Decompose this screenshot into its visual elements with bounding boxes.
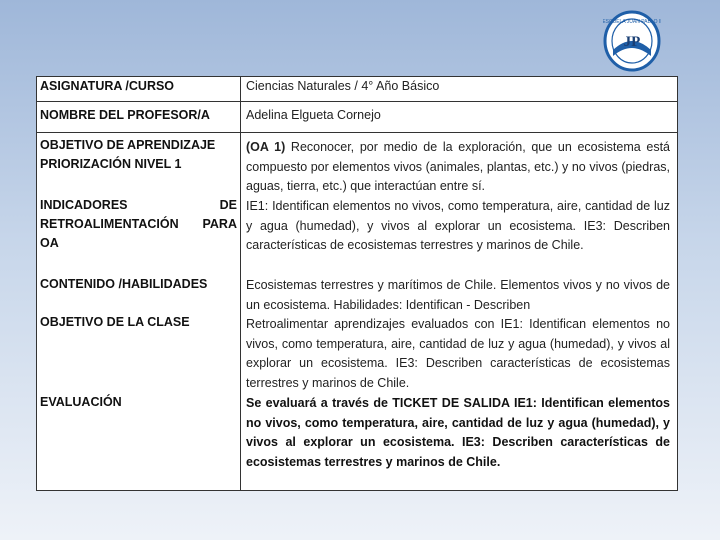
oa-code: (OA 1) — [246, 140, 286, 154]
profesor-label: NOMBRE DEL PROFESOR/A — [40, 108, 210, 122]
svg-text:JP: JP — [623, 34, 641, 50]
class-plan-table — [36, 76, 678, 491]
contenido-value: Ecosistemas terrestres y marítimos de Chile. Elementos vivos y no vivos de un ecosistema. Habilidades: Identifican - Describen — [246, 278, 670, 312]
profesor-value: Adelina Elgueta Cornejo — [246, 108, 381, 122]
school-logo — [603, 10, 661, 72]
row-divider — [37, 132, 677, 133]
svg-text:ESCUELA JUAN PABLO II: ESCUELA JUAN PABLO II — [603, 19, 661, 25]
asignatura-value: Ciencias Naturales / 4° Año Básico — [246, 79, 440, 93]
indicadores-label — [40, 196, 237, 253]
indicadores-value: IE1: Identifican elementos no vivos, como temperatura, aire, cantidad de luz y agua (humedad), y vivos al explorar un ecosistema. IE3: Describen características de ecosistemas terrestres y marinos de Chile. — [246, 199, 670, 253]
row-divider — [37, 101, 677, 102]
contenido-label: CONTENIDO /HABILIDADES — [40, 277, 208, 291]
column-divider — [240, 77, 241, 490]
evaluacion-label: EVALUACIÓN — [40, 395, 122, 409]
asignatura-label: ASIGNATURA /CURSO — [40, 79, 175, 93]
objetivo-clase-label: OBJETIVO DE LA CLASE — [40, 315, 190, 329]
objetivo-aprendizaje-label: OBJETIVO DE APRENDIZAJE PRIORIZACIÓN NIVEL 1 — [40, 138, 216, 171]
objetivo-clase-value: Retroalimentar aprendizajes evaluados con IE1: Identifican elementos no vivos, como temperatura, aire, cantidad de luz y agua (humedad), y vivos al explorar un ecosistema. IE3: Describen características de ecosistemas terrestres y marinos de Chile. — [246, 317, 670, 390]
objetivo-aprendizaje-value — [246, 138, 670, 197]
indicadores-label-text: INDICADORES DE RETROALIMENTACIÓN PARA OA — [40, 198, 237, 250]
evaluacion-value: Se evaluará a través de TICKET DE SALIDA IE1: Identifican elementos no vivos, como temperatura, aire, cantidad de luz y agua (humedad), y vivos al explorar un ecosistema. IE3: Describen características de ecosistemas terrestres y marinos de Chile. — [246, 396, 670, 469]
oa-text: Reconocer, por medio de la exploración, que un ecosistema está compuesto por elementos vivos (animales, plantas, etc.) y no vivos (piedras, aguas, tierra, etc.) que interactúan entre sí. — [246, 140, 670, 194]
